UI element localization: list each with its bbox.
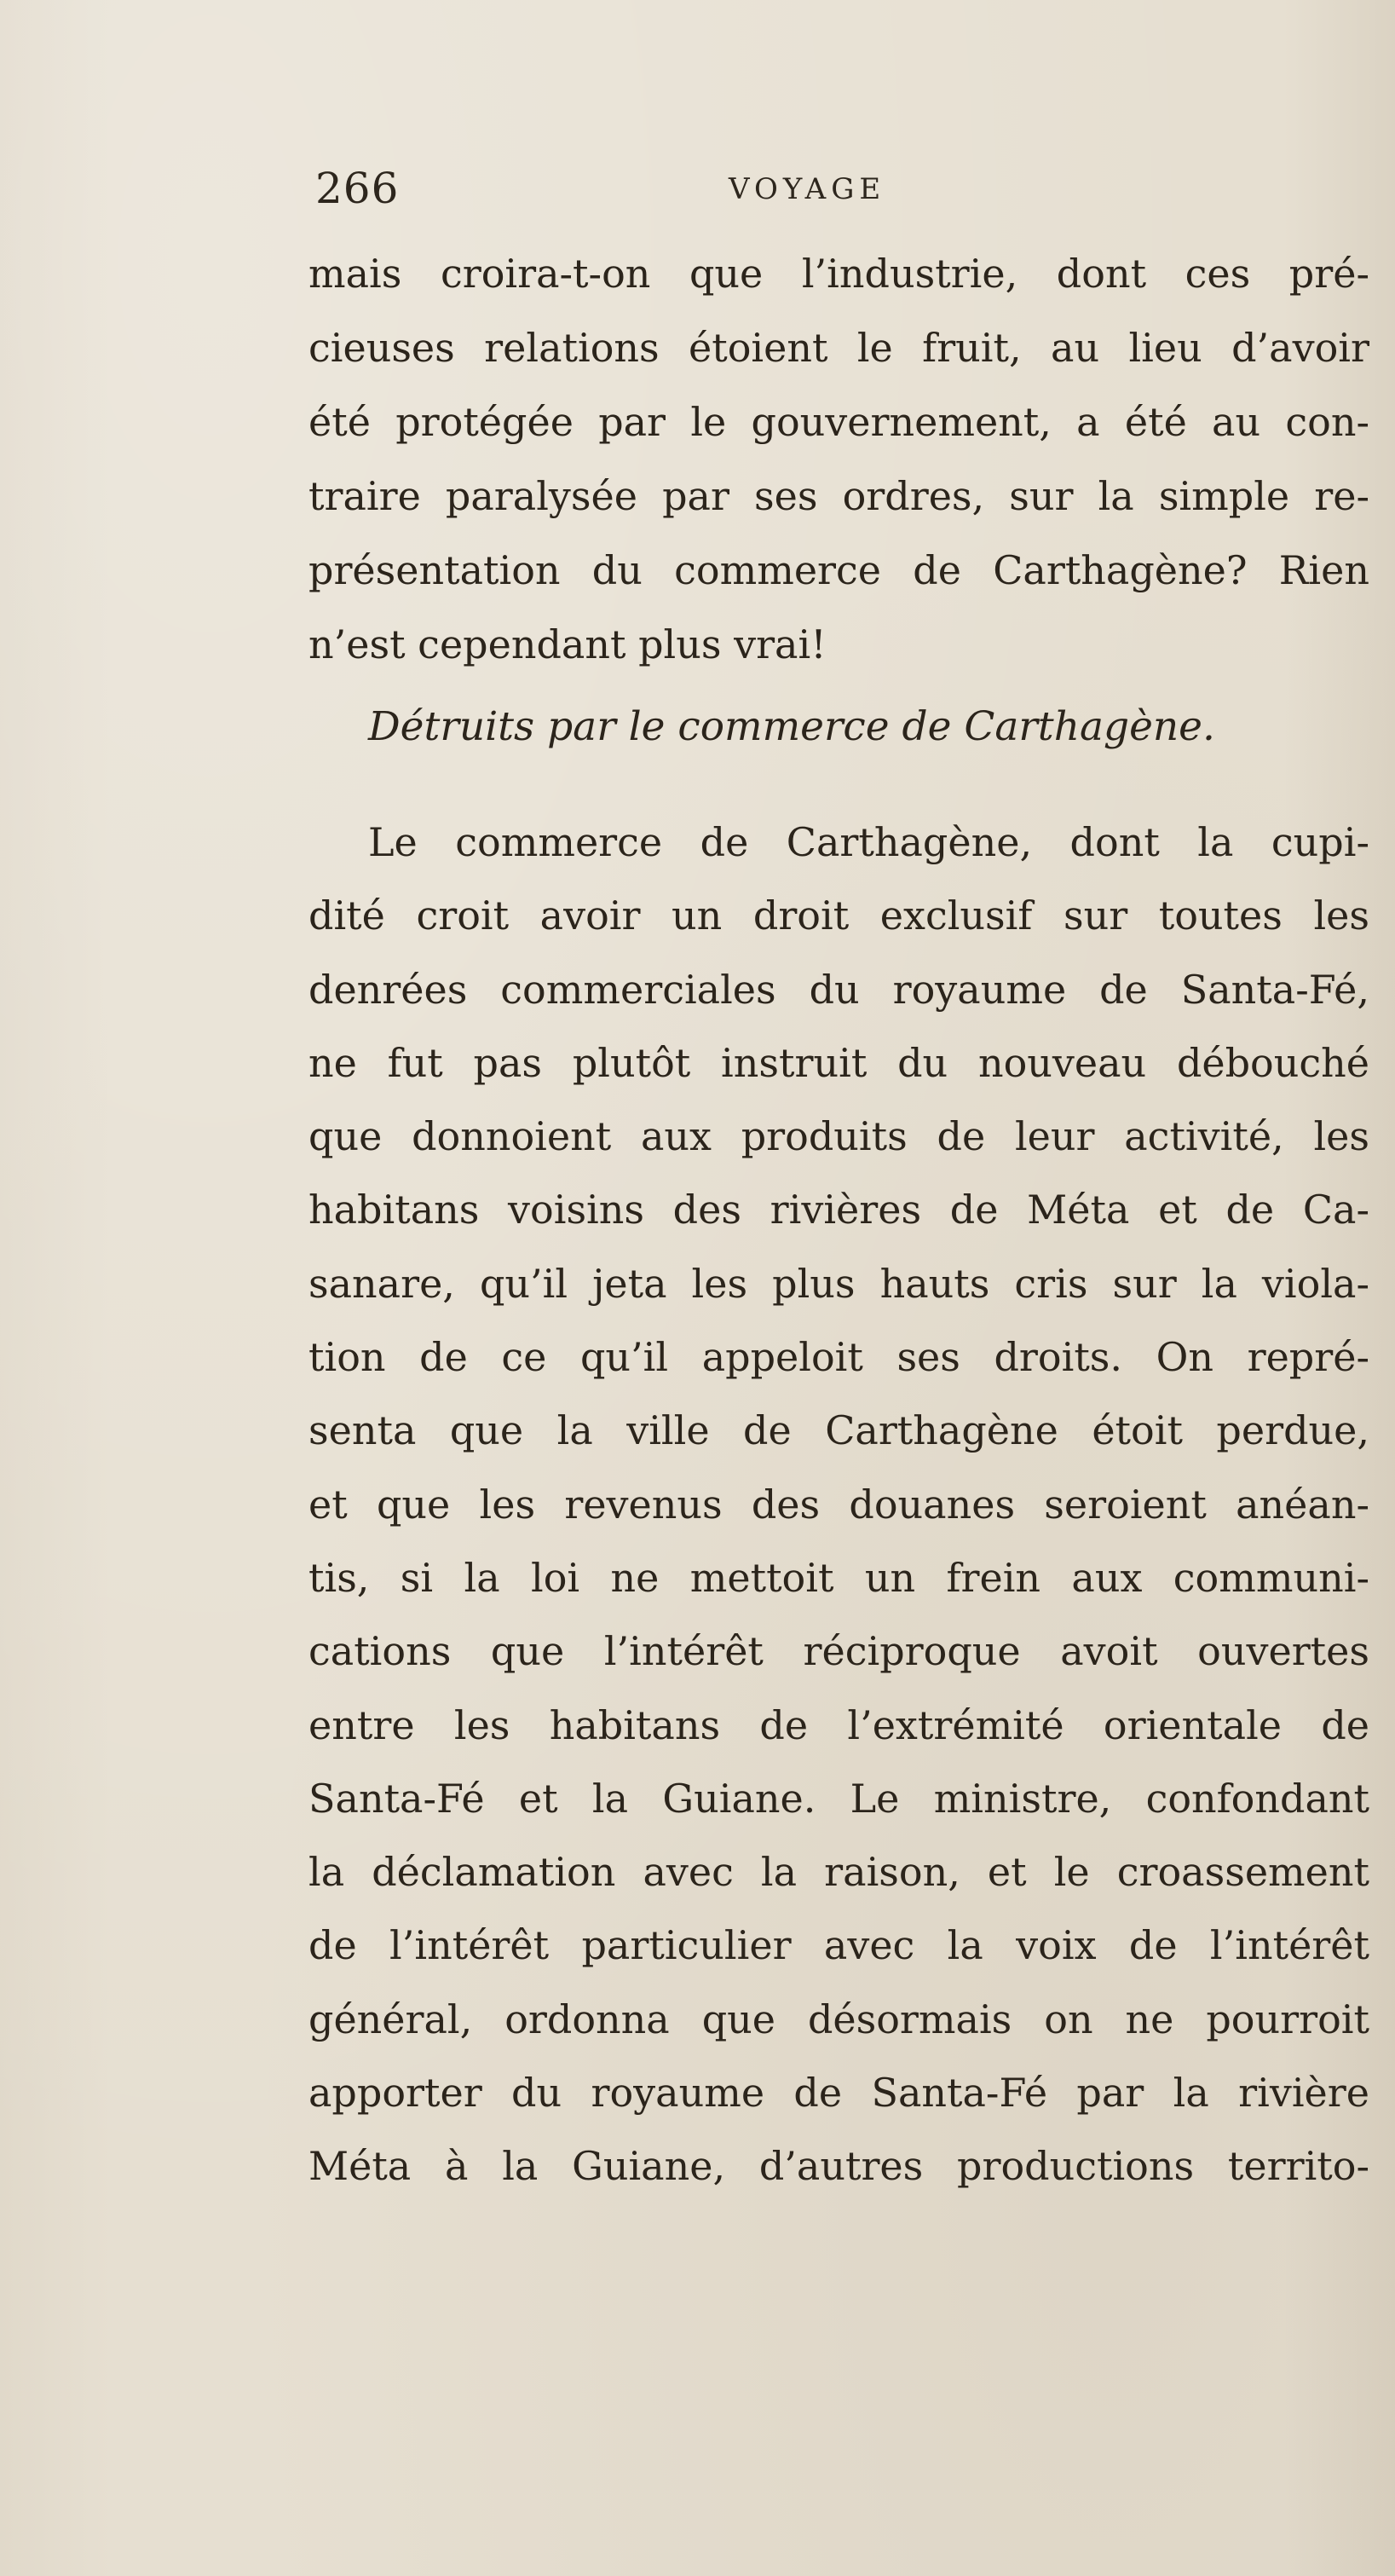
section-heading: Détruits par le commerce de Carthagène.	[368, 703, 1215, 750]
text-line: ne fut pas plutôt instruit du nouveau débouché	[308, 1039, 1369, 1086]
text-line: la déclamation avec la raison, et le croassement	[308, 1849, 1369, 1896]
running-head	[315, 164, 1355, 223]
text-line: général, ordonna que désormais on ne pourroit	[308, 1996, 1369, 2042]
paragraph-2	[308, 806, 1369, 2203]
text-line: tion de ce qu’il appeloit ses droits. On repré-	[308, 1334, 1369, 1381]
text-line: habitans voisins des rivières de Méta et de Ca-	[308, 1187, 1369, 1233]
text-line: apporter du royaume de Santa-Fé par la rivière	[308, 2070, 1369, 2117]
text-line: dité croit avoir un droit exclusif sur toutes les	[308, 892, 1369, 939]
text-line: cieuses relations étoient le fruit, au lieu d’avoir	[308, 325, 1369, 371]
text-line: que donnoient aux produits de leur activité, les	[308, 1113, 1369, 1160]
paragraph-1	[308, 237, 1369, 682]
text-line: n’est cependant plus vrai!	[308, 621, 827, 667]
text-line: traire paralysée par ses ordres, sur la simple re-	[308, 473, 1369, 519]
text-line: Santa-Fé et la Guiane. Le ministre, confondant	[308, 1775, 1369, 1822]
text-line: Méta à la Guiane, d’autres productions territo-	[308, 2143, 1369, 2190]
text-line: Le commerce de Carthagène, dont la cupi-	[368, 819, 1369, 865]
text-line: été protégée par le gouvernement, a été au con-	[308, 399, 1369, 445]
text-line: mais croira-t-on que l’industrie, dont ces pré-	[308, 251, 1369, 297]
text-line: de l’intérêt particulier avec la voix de l’intérêt	[308, 1922, 1369, 1969]
text-line: tis, si la loi ne mettoit un frein aux communi-	[308, 1554, 1369, 1601]
text-line: présentation du commerce de Carthagène? Rien	[308, 547, 1369, 593]
text-line: entre les habitans de l’extrémité orientale de	[308, 1701, 1369, 1748]
page-number: 266	[315, 164, 400, 213]
text-line: sanare, qu’il jeta les plus hauts cris sur la viola-	[308, 1260, 1369, 1307]
text-line: et que les revenus des douanes seroient anéan-	[308, 1481, 1369, 1528]
running-title: VOYAGE	[729, 172, 886, 206]
text-line: denrées commerciales du royaume de Santa-Fé,	[308, 966, 1369, 1013]
text-line: cations que l’intérêt réciproque avoit ouvertes	[308, 1628, 1369, 1675]
text-line: senta que la ville de Carthagène étoit perdue,	[308, 1407, 1369, 1454]
